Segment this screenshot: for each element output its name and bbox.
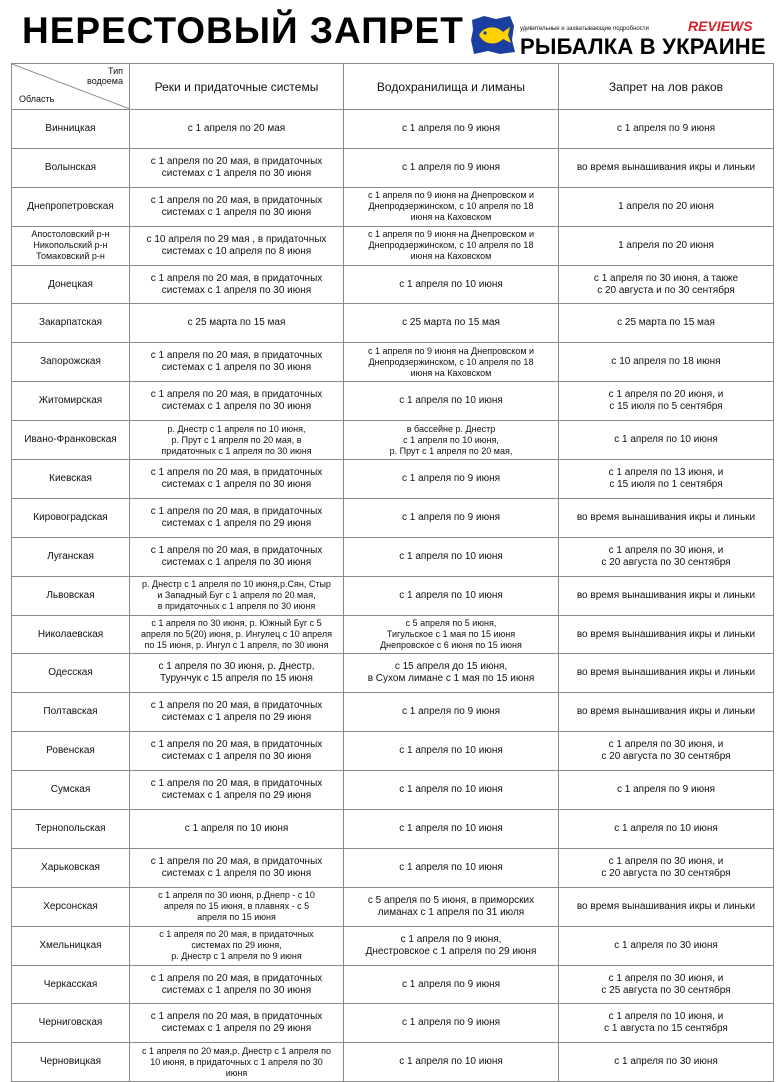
region-cell [12, 421, 130, 460]
reservoirs-cell [344, 732, 559, 771]
table-row [12, 148, 774, 187]
crayfish-cell-text: во время вынашивания икры и линьки [576, 589, 756, 601]
crayfish-cell [559, 693, 774, 732]
crayfish-cell-text: 1 апреля по 20 июня [618, 200, 714, 212]
reservoirs-cell [344, 965, 559, 1004]
table-row [12, 926, 774, 965]
reservoirs-cell-text: с 1 апреля по 10 июня [399, 278, 503, 290]
rivers-cell-text: с 1 апреля по 20 мая, в придаточных системах с 1 апреля по 30 июня [150, 739, 323, 763]
reservoirs-cell [344, 848, 559, 887]
rivers-cell [130, 576, 344, 615]
region-cell-text: Тернопольская [35, 822, 106, 834]
rivers-cell [130, 460, 344, 499]
region-cell [12, 615, 130, 654]
crayfish-cell-text: с 25 марта по 15 мая [617, 317, 715, 329]
region-cell-text: Хмельницкая [39, 939, 102, 951]
reservoirs-cell-text: с 1 апреля по 9 июня на Днепровском и Днепродзержинском, с 10 апреля по 18 июня на Каховском [367, 229, 535, 262]
reservoirs-cell [344, 110, 559, 149]
reservoirs-cell [344, 304, 559, 343]
crayfish-cell-text: с 1 апреля по 9 июня [616, 784, 716, 796]
crayfish-cell [559, 926, 774, 965]
crayfish-cell-text: с 1 апреля по 9 июня [616, 122, 716, 134]
rivers-cell [130, 615, 344, 654]
region-cell-text: Закарпатская [38, 317, 103, 329]
reservoirs-cell-text: с 1 апреля по 9 июня [401, 706, 501, 718]
crayfish-cell [559, 265, 774, 304]
crayfish-cell [559, 810, 774, 849]
table-row [12, 226, 774, 265]
corner-header-cell [12, 64, 130, 110]
rivers-cell [130, 1043, 344, 1082]
crayfish-cell [559, 576, 774, 615]
region-cell-text: Львовская [46, 589, 95, 601]
region-cell [12, 148, 130, 187]
crayfish-cell-text: с 1 апреля по 30 июня, и с 20 августа по 30 сентября [601, 739, 731, 763]
rivers-cell [130, 382, 344, 421]
corner-region-label: Область [19, 94, 55, 104]
region-cell [12, 576, 130, 615]
region-cell [12, 771, 130, 810]
reservoirs-cell-text: с 1 апреля по 9 июня на Днепровском и Днепродзержинском, с 10 апреля по 18 июня на Каховском [367, 345, 535, 378]
page-header [0, 0, 784, 64]
reservoirs-cell-text: с 1 апреля по 9 июня [401, 122, 501, 134]
table-row [12, 343, 774, 382]
crayfish-cell-text: во время вынашивания икры и линьки [576, 667, 756, 679]
reservoirs-cell-text: с 1 апреля по 10 июня [399, 550, 503, 562]
rivers-cell-text: с 25 марта по 15 мая [187, 317, 286, 329]
reservoirs-cell [344, 771, 559, 810]
column-header-reservoirs: Водохранилища и лиманы [344, 64, 559, 110]
reservoirs-cell-text: с 1 апреля по 9 июня [401, 472, 501, 484]
reservoirs-cell-text: с 1 апреля по 10 июня [399, 395, 503, 407]
table-row [12, 110, 774, 149]
site-logo[interactable] [470, 14, 766, 58]
rivers-cell-text: р. Днестр с 1 апреля по 10 июня, р. Прут с 1 апреля по 20 мая, в придаточных с 1 апреля по 30 июня [161, 423, 312, 456]
region-cell-text: Житомирская [38, 395, 103, 407]
reservoirs-cell [344, 382, 559, 421]
region-cell [12, 654, 130, 693]
reservoirs-cell-text: с 1 апреля по 10 июня [399, 822, 503, 834]
table-row [12, 615, 774, 654]
region-cell [12, 848, 130, 887]
reservoirs-cell [344, 576, 559, 615]
region-cell-text: Полтавская [43, 706, 98, 718]
crayfish-cell-text: во время вынашивания икры и линьки [576, 628, 756, 640]
spawning-ban-table [11, 63, 774, 1082]
crayfish-cell [559, 887, 774, 926]
crayfish-cell [559, 654, 774, 693]
table-row [12, 498, 774, 537]
logo-site-name: РЫБАЛКА В УКРАИНЕ [520, 34, 766, 59]
reservoirs-cell [344, 615, 559, 654]
rivers-cell [130, 537, 344, 576]
reservoirs-cell [344, 1043, 559, 1082]
region-cell [12, 537, 130, 576]
reservoirs-cell-text: с 1 апреля по 10 июня [399, 784, 503, 796]
rivers-cell-text: р. Днестр с 1 апреля по 10 июня,р.Сян, Стыр и Западный Буг с 1 апреля по 20 мая, в придаточных с 1 апреля по 30 июня [142, 579, 331, 612]
region-cell-text: Сумская [50, 784, 91, 796]
rivers-cell-text: с 1 апреля по 20 мая, в придаточных системах с 1 апреля по 30 июня [150, 855, 323, 879]
table-row [12, 1043, 774, 1082]
rivers-cell [130, 226, 344, 265]
table-row [12, 965, 774, 1004]
reservoirs-cell [344, 926, 559, 965]
rivers-cell-text: с 1 апреля по 20 мая, в придаточных системах с 1 апреля по 29 июня [150, 505, 323, 529]
crayfish-cell [559, 460, 774, 499]
region-cell-text: Черновицкая [39, 1056, 102, 1068]
table-row [12, 810, 774, 849]
region-cell-text: Харьковская [41, 861, 100, 873]
reservoirs-cell [344, 421, 559, 460]
crayfish-cell [559, 732, 774, 771]
region-cell [12, 693, 130, 732]
region-cell-text: Апостоловский р-н Никопольский р-н Томаковский р-н [31, 229, 110, 262]
table-row [12, 265, 774, 304]
region-cell-text: Кировоградская [33, 511, 108, 523]
rivers-cell [130, 965, 344, 1004]
crayfish-cell-text: с 1 апреля по 10 июня, и с 1 августа по 15 сентября [604, 1011, 728, 1035]
reservoirs-cell [344, 460, 559, 499]
crayfish-cell-text: с 1 апреля по 30 июня, а также с 20 августа и по 30 сентября [593, 272, 739, 296]
crayfish-cell-text: с 1 апреля по 10 июня [614, 434, 718, 446]
rivers-cell-text: с 1 апреля по 20 мая, в придаточных системах с 1 апреля по 29 июня [150, 1011, 323, 1035]
logo-tagline: удивительные и захватывающие подробности [520, 26, 649, 32]
table-row [12, 576, 774, 615]
reservoirs-cell [344, 1004, 559, 1043]
reservoirs-cell-text: с 1 апреля по 10 июня [399, 861, 503, 873]
table-row [12, 187, 774, 226]
crayfish-cell-text: с 1 апреля по 30 июня [614, 939, 718, 951]
reservoirs-cell-text: с 1 апреля по 10 июня [399, 589, 503, 601]
crayfish-cell-text: с 1 апреля по 30 июня, и с 20 августа по 30 сентября [601, 544, 731, 568]
table-header-row [12, 64, 774, 110]
crayfish-cell [559, 110, 774, 149]
crayfish-cell [559, 148, 774, 187]
rivers-cell-text: с 1 апреля по 20 мая, в придаточных системах с 1 апреля по 30 июня [150, 350, 323, 374]
crayfish-cell-text: с 1 апреля по 30 июня, и с 25 августа по 30 сентября [601, 972, 731, 996]
table-row [12, 460, 774, 499]
reservoirs-cell-text: с 1 апреля по 10 июня [399, 745, 503, 757]
rivers-cell [130, 771, 344, 810]
crayfish-cell [559, 226, 774, 265]
rivers-cell [130, 693, 344, 732]
region-cell [12, 1043, 130, 1082]
region-cell [12, 965, 130, 1004]
region-cell-text: Киевская [49, 472, 92, 484]
rivers-cell-text: с 1 апреля по 20 мая, в придаточных системах с 1 апреля по 30 июня [150, 155, 323, 179]
table-row [12, 887, 774, 926]
reservoirs-cell-text: с 1 апреля по 9 июня, Днестровское с 1 апреля по 29 июня [365, 933, 537, 957]
rivers-cell [130, 187, 344, 226]
rivers-cell [130, 810, 344, 849]
rivers-cell [130, 1004, 344, 1043]
fish-logo-icon [470, 14, 516, 56]
rivers-cell [130, 848, 344, 887]
table-row [12, 654, 774, 693]
reservoirs-cell [344, 693, 559, 732]
crayfish-cell [559, 1004, 774, 1043]
rivers-cell [130, 887, 344, 926]
reservoirs-cell [344, 537, 559, 576]
reservoirs-cell [344, 498, 559, 537]
crayfish-cell [559, 498, 774, 537]
region-cell-text: Волынская [44, 161, 97, 173]
reservoirs-cell [344, 226, 559, 265]
region-cell [12, 1004, 130, 1043]
crayfish-cell [559, 1043, 774, 1082]
logo-reviews-label: REVIEWS [688, 18, 753, 34]
rivers-cell [130, 732, 344, 771]
reservoirs-cell-text: с 5 апреля по 5 июня, в приморских лиманах с 1 апреля по 31 июля [367, 894, 535, 918]
crayfish-cell-text: с 1 апреля по 20 июня, и с 15 июля по 5 сентября [608, 389, 724, 413]
rivers-cell [130, 110, 344, 149]
table-row [12, 693, 774, 732]
crayfish-cell-text: с 1 апреля по 13 июня, и с 15 июля по 1 сентября [608, 466, 724, 490]
rivers-cell-text: с 1 апреля по 20 мая [187, 122, 286, 134]
crayfish-cell-text: с 1 апреля по 10 июня [614, 822, 718, 834]
region-cell [12, 498, 130, 537]
crayfish-cell-text: с 1 апреля по 30 июня, и с 20 августа по 30 сентября [601, 855, 731, 879]
region-cell [12, 304, 130, 343]
region-cell-text: Черниговская [38, 1017, 103, 1029]
rivers-cell [130, 498, 344, 537]
region-cell-text: Донецкая [48, 278, 93, 290]
region-cell [12, 226, 130, 265]
reservoirs-cell [344, 810, 559, 849]
reservoirs-cell-text: с 5 апреля по 5 июня, Тигульское с 1 мая по 15 июня Днепровское с 6 июня по 15 июня [380, 618, 522, 651]
rivers-cell [130, 265, 344, 304]
region-cell [12, 187, 130, 226]
reservoirs-cell-text: с 1 апреля по 9 июня [401, 161, 501, 173]
region-cell-text: Днепропетровская [27, 200, 114, 212]
crayfish-cell-text: во время вынашивания икры и линьки [576, 900, 756, 912]
crayfish-cell [559, 187, 774, 226]
region-cell [12, 382, 130, 421]
region-cell-text: Луганская [47, 550, 94, 562]
rivers-cell-text: с 1 апреля по 20 мая, в придаточных системах с 1 апреля по 30 июня [150, 194, 323, 218]
reservoirs-cell-text: с 1 апреля по 9 июня на Днепровском и Днепродзержинском, с 10 апреля по 18 июня на Каховском [367, 190, 535, 223]
reservoirs-cell [344, 187, 559, 226]
region-cell-text: Николаевская [37, 628, 104, 640]
reservoirs-cell-text: с 25 марта по 15 мая [402, 317, 500, 329]
region-cell-text: Одесская [48, 667, 93, 679]
region-cell-text: Ивано-Франковская [24, 434, 117, 446]
crayfish-cell-text: с 1 апреля по 30 июня [614, 1056, 718, 1068]
reservoirs-cell-text: с 15 апреля до 15 июня, в Сухом лимане с 1 мая по 15 июня [367, 661, 535, 685]
crayfish-cell-text: во время вынашивания икры и линьки [576, 161, 756, 173]
region-cell [12, 887, 130, 926]
region-cell [12, 810, 130, 849]
rivers-cell-text: с 10 апреля по 29 мая , в придаточных системах с 10 апреля по 8 июня [146, 233, 327, 257]
reservoirs-cell-text: с 1 апреля по 10 июня [399, 1056, 503, 1068]
table-row [12, 1004, 774, 1043]
rivers-cell-text: с 1 апреля по 10 июня [184, 822, 289, 834]
crayfish-cell [559, 382, 774, 421]
corner-water-type-label: Тип водоема [87, 66, 123, 86]
crayfish-cell-text: во время вынашивания икры и линьки [576, 706, 756, 718]
rivers-cell [130, 343, 344, 382]
region-cell [12, 926, 130, 965]
crayfish-cell-text: во время вынашивания икры и линьки [576, 511, 756, 523]
table-row [12, 848, 774, 887]
crayfish-cell [559, 771, 774, 810]
rivers-cell [130, 926, 344, 965]
rivers-cell-text: с 1 апреля по 20 мая, в придаточных системах с 1 апреля по 30 июня [150, 972, 323, 996]
region-cell [12, 343, 130, 382]
region-cell-text: Винницкая [45, 122, 96, 134]
crayfish-cell-text: с 10 апреля по 18 июня [611, 356, 721, 368]
reservoirs-cell [344, 265, 559, 304]
region-cell-text: Херсонская [43, 900, 98, 912]
rivers-cell-text: с 1 апреля по 20 мая, в придаточных системах с 1 апреля по 29 июня [150, 700, 323, 724]
table-row [12, 732, 774, 771]
table-row [12, 537, 774, 576]
crayfish-cell-text: 1 апреля по 20 июня [618, 239, 714, 251]
rivers-cell-text: с 1 апреля по 30 июня, р.Днепр - с 10 апреля по 15 июня, в плавнях - с 5 апреля по 15 июня [158, 890, 315, 923]
crayfish-cell [559, 343, 774, 382]
rivers-cell-text: с 1 апреля по 20 мая, в придаточных системах с 1 апреля по 30 июня [150, 389, 323, 413]
rivers-cell-text: с 1 апреля по 30 июня, р. Днестр, Турунчук с 15 апреля по 15 июня [158, 661, 315, 685]
crayfish-cell [559, 848, 774, 887]
reservoirs-cell-text: в бассейне р. Днестр с 1 апреля по 10 июня, р. Прут с 1 апреля по 20 мая, [389, 423, 513, 456]
crayfish-cell [559, 421, 774, 460]
column-header-rivers: Реки и придаточные системы [130, 64, 344, 110]
rivers-cell-text: с 1 апреля по 20 мая, в придаточных системах с 1 апреля по 30 июня [150, 272, 323, 296]
crayfish-cell [559, 965, 774, 1004]
reservoirs-cell-text: с 1 апреля по 9 июня [401, 511, 501, 523]
rivers-cell [130, 654, 344, 693]
crayfish-cell [559, 537, 774, 576]
rivers-cell [130, 304, 344, 343]
rivers-cell-text: с 1 апреля по 20 мая,р. Днестр с 1 апреля по 10 июня, в придаточных с 1 апреля по 30 июня [142, 1045, 331, 1078]
column-header-crayfish: Запрет на лов раков [559, 64, 774, 110]
table-row [12, 382, 774, 421]
table-row [12, 421, 774, 460]
region-cell [12, 732, 130, 771]
region-cell [12, 110, 130, 149]
reservoirs-cell [344, 148, 559, 187]
reservoirs-cell-text: с 1 апреля по 9 июня [401, 978, 501, 990]
table-body [12, 110, 774, 1082]
reservoirs-cell-text: с 1 апреля по 9 июня [401, 1017, 501, 1029]
rivers-cell-text: с 1 апреля по 20 мая, в придаточных системах по 29 июня, р. Днестр с 1 апреля по 9 июня [159, 929, 314, 962]
reservoirs-cell [344, 887, 559, 926]
page-title: НЕРЕСТОВЫЙ ЗАПРЕТ [22, 10, 464, 51]
region-cell-text: Ровенская [46, 745, 95, 757]
region-cell-text: Запорожская [40, 356, 101, 368]
rivers-cell [130, 421, 344, 460]
table-row [12, 304, 774, 343]
rivers-cell-text: с 1 апреля по 20 мая, в придаточных системах с 1 апреля по 30 июня [150, 466, 323, 490]
region-cell [12, 460, 130, 499]
crayfish-cell [559, 304, 774, 343]
table-row [12, 771, 774, 810]
rivers-cell-text: с 1 апреля по 30 июня, р. Южный Буг с 5 апреля по 5(20) июня, р. Ингулец с 10 апреля по 15 июня, р. Ингул с 1 апреля, по 30 июня [141, 618, 332, 651]
rivers-cell [130, 148, 344, 187]
crayfish-cell [559, 615, 774, 654]
rivers-cell-text: с 1 апреля по 20 мая, в придаточных системах с 1 апреля по 30 июня [150, 544, 323, 568]
region-cell [12, 265, 130, 304]
rivers-cell-text: с 1 апреля по 20 мая, в придаточных системах с 1 апреля по 29 июня [150, 778, 323, 802]
reservoirs-cell [344, 654, 559, 693]
region-cell-text: Черкасская [43, 978, 98, 990]
reservoirs-cell [344, 343, 559, 382]
